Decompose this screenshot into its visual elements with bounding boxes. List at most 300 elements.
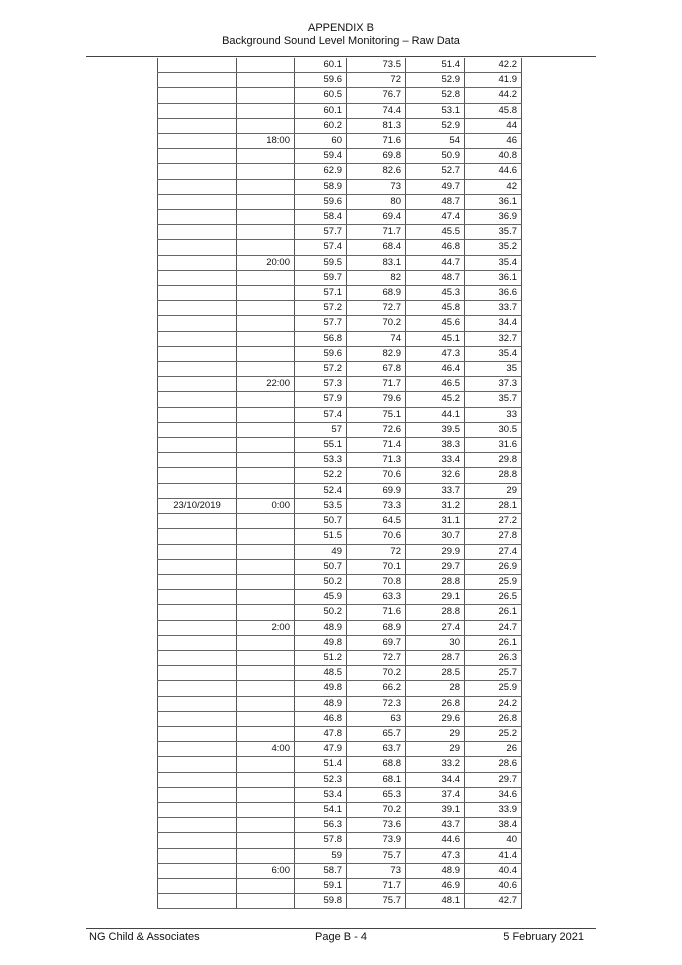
time-cell: 2:00	[237, 620, 295, 635]
time-cell	[237, 802, 295, 817]
value-cell: 51.2	[295, 650, 347, 665]
value-cell: 59.6	[295, 194, 347, 209]
value-cell: 65.7	[347, 726, 406, 741]
date-cell	[158, 681, 237, 696]
value-cell: 75.1	[347, 407, 406, 422]
table-row	[158, 331, 522, 346]
time-cell	[237, 453, 295, 468]
value-cell: 46.9	[406, 878, 465, 893]
table-row	[158, 346, 522, 361]
footer-company: NG Child & Associates	[89, 931, 200, 943]
table-row	[158, 878, 522, 893]
table-row	[158, 453, 522, 468]
table-row	[158, 255, 522, 270]
value-cell: 26.9	[465, 559, 522, 574]
table-row	[158, 483, 522, 498]
value-cell: 28.8	[465, 468, 522, 483]
value-cell: 73.6	[347, 818, 406, 833]
date-cell	[158, 742, 237, 757]
value-cell: 33	[465, 407, 522, 422]
value-cell: 48.7	[406, 194, 465, 209]
value-cell: 52.4	[295, 483, 347, 498]
value-cell: 66.2	[347, 681, 406, 696]
value-cell: 36.6	[465, 286, 522, 301]
value-cell: 54	[406, 134, 465, 149]
table-row	[158, 544, 522, 559]
time-cell	[237, 407, 295, 422]
time-cell	[237, 787, 295, 802]
value-cell: 71.7	[347, 878, 406, 893]
time-cell	[237, 666, 295, 681]
value-cell: 52.8	[406, 88, 465, 103]
date-cell	[158, 362, 237, 377]
value-cell: 35	[465, 362, 522, 377]
date-cell	[158, 559, 237, 574]
table-row	[158, 301, 522, 316]
time-cell	[237, 179, 295, 194]
date-cell	[158, 833, 237, 848]
value-cell: 63	[347, 711, 406, 726]
date-cell	[158, 392, 237, 407]
date-cell	[158, 726, 237, 741]
value-cell: 59.4	[295, 149, 347, 164]
value-cell: 57.2	[295, 301, 347, 316]
value-cell: 39.1	[406, 802, 465, 817]
value-cell: 59.5	[295, 255, 347, 270]
date-cell	[158, 58, 237, 73]
value-cell: 60	[295, 134, 347, 149]
date-cell	[158, 802, 237, 817]
value-cell: 70.1	[347, 559, 406, 574]
value-cell: 73	[347, 863, 406, 878]
value-cell: 58.9	[295, 179, 347, 194]
value-cell: 81.3	[347, 118, 406, 133]
value-cell: 44	[465, 118, 522, 133]
appendix-title: APPENDIX B	[307, 22, 375, 34]
date-cell	[158, 346, 237, 361]
value-cell: 30.5	[465, 422, 522, 437]
value-cell: 29	[465, 483, 522, 498]
date-cell	[158, 103, 237, 118]
value-cell: 31.6	[465, 438, 522, 453]
time-cell	[237, 346, 295, 361]
value-cell: 74	[347, 331, 406, 346]
date-cell	[158, 848, 237, 863]
table-row	[158, 894, 522, 909]
value-cell: 49	[295, 544, 347, 559]
value-cell: 57.7	[295, 225, 347, 240]
value-cell: 45.5	[406, 225, 465, 240]
table-row	[158, 407, 522, 422]
value-cell: 57.1	[295, 286, 347, 301]
value-cell: 73	[347, 179, 406, 194]
table-row	[158, 422, 522, 437]
table-row	[158, 240, 522, 255]
value-cell: 82	[347, 270, 406, 285]
value-cell: 52.9	[406, 118, 465, 133]
table-row	[158, 118, 522, 133]
table-row	[158, 225, 522, 240]
table-row	[158, 438, 522, 453]
date-cell	[158, 73, 237, 88]
value-cell: 47.9	[295, 742, 347, 757]
value-cell: 47.8	[295, 726, 347, 741]
table-row	[158, 164, 522, 179]
table-row	[158, 73, 522, 88]
value-cell: 71.6	[347, 605, 406, 620]
value-cell: 71.6	[347, 134, 406, 149]
date-cell	[158, 118, 237, 133]
value-cell: 35.4	[465, 255, 522, 270]
value-cell: 60.1	[295, 103, 347, 118]
header-divider	[86, 56, 596, 57]
value-cell: 32.6	[406, 468, 465, 483]
value-cell: 50.2	[295, 605, 347, 620]
date-cell	[158, 757, 237, 772]
value-cell: 79.6	[347, 392, 406, 407]
value-cell: 45.6	[406, 316, 465, 331]
time-cell: 6:00	[237, 863, 295, 878]
table-row	[158, 270, 522, 285]
value-cell: 70.2	[347, 802, 406, 817]
time-cell	[237, 726, 295, 741]
time-cell	[237, 210, 295, 225]
value-cell: 35.4	[465, 346, 522, 361]
date-cell	[158, 529, 237, 544]
value-cell: 73.5	[347, 58, 406, 73]
value-cell: 68.1	[347, 772, 406, 787]
table-row	[158, 681, 522, 696]
date-cell	[158, 514, 237, 529]
value-cell: 45.2	[406, 392, 465, 407]
time-cell	[237, 590, 295, 605]
table-row	[158, 194, 522, 209]
value-cell: 59.7	[295, 270, 347, 285]
value-cell: 57	[295, 422, 347, 437]
value-cell: 52.9	[406, 73, 465, 88]
time-cell	[237, 574, 295, 589]
table-row	[158, 833, 522, 848]
value-cell: 25.2	[465, 726, 522, 741]
time-cell	[237, 529, 295, 544]
table-row	[158, 590, 522, 605]
date-cell	[158, 407, 237, 422]
value-cell: 33.7	[406, 483, 465, 498]
value-cell: 29.7	[465, 772, 522, 787]
value-cell: 29.6	[406, 711, 465, 726]
value-cell: 59	[295, 848, 347, 863]
value-cell: 45.9	[295, 590, 347, 605]
time-cell: 4:00	[237, 742, 295, 757]
value-cell: 53.4	[295, 787, 347, 802]
value-cell: 28.8	[406, 574, 465, 589]
date-cell	[158, 878, 237, 893]
time-cell	[237, 58, 295, 73]
value-cell: 36.1	[465, 194, 522, 209]
value-cell: 34.6	[465, 787, 522, 802]
value-cell: 68.9	[347, 620, 406, 635]
time-cell	[237, 514, 295, 529]
value-cell: 71.3	[347, 453, 406, 468]
value-cell: 58.7	[295, 863, 347, 878]
value-cell: 29.7	[406, 559, 465, 574]
value-cell: 62.9	[295, 164, 347, 179]
table-row	[158, 58, 522, 73]
value-cell: 44.1	[406, 407, 465, 422]
time-cell	[237, 392, 295, 407]
table-row	[158, 620, 522, 635]
time-cell	[237, 225, 295, 240]
value-cell: 44.2	[465, 88, 522, 103]
value-cell: 54.1	[295, 802, 347, 817]
value-cell: 24.2	[465, 696, 522, 711]
date-cell	[158, 422, 237, 437]
date-cell	[158, 711, 237, 726]
value-cell: 35.7	[465, 392, 522, 407]
value-cell: 25.9	[465, 574, 522, 589]
value-cell: 44.6	[465, 164, 522, 179]
table-row	[158, 514, 522, 529]
time-cell	[237, 438, 295, 453]
value-cell: 60.5	[295, 88, 347, 103]
raw-data-table	[157, 58, 522, 909]
time-cell	[237, 362, 295, 377]
table-row	[158, 498, 522, 513]
value-cell: 70.6	[347, 468, 406, 483]
value-cell: 57.8	[295, 833, 347, 848]
value-cell: 57.2	[295, 362, 347, 377]
value-cell: 50.7	[295, 514, 347, 529]
value-cell: 52.2	[295, 468, 347, 483]
value-cell: 32.7	[465, 331, 522, 346]
value-cell: 80	[347, 194, 406, 209]
value-cell: 35.7	[465, 225, 522, 240]
date-cell	[158, 331, 237, 346]
date-cell	[158, 286, 237, 301]
date-cell	[158, 696, 237, 711]
value-cell: 69.8	[347, 149, 406, 164]
value-cell: 24.7	[465, 620, 522, 635]
table-row	[158, 711, 522, 726]
value-cell: 33.2	[406, 757, 465, 772]
date-cell	[158, 863, 237, 878]
value-cell: 59.6	[295, 73, 347, 88]
value-cell: 47.3	[406, 346, 465, 361]
value-cell: 71.7	[347, 377, 406, 392]
value-cell: 56.8	[295, 331, 347, 346]
time-cell	[237, 468, 295, 483]
value-cell: 31.2	[406, 498, 465, 513]
time-cell	[237, 422, 295, 437]
value-cell: 36.9	[465, 210, 522, 225]
value-cell: 57.3	[295, 377, 347, 392]
value-cell: 28.8	[406, 605, 465, 620]
value-cell: 45.8	[406, 301, 465, 316]
raw-data-body	[158, 58, 522, 909]
value-cell: 72	[347, 73, 406, 88]
value-cell: 27.2	[465, 514, 522, 529]
value-cell: 45.3	[406, 286, 465, 301]
value-cell: 70.2	[347, 316, 406, 331]
table-row	[158, 134, 522, 149]
table-row	[158, 605, 522, 620]
value-cell: 27.8	[465, 529, 522, 544]
value-cell: 53.3	[295, 453, 347, 468]
date-cell	[158, 574, 237, 589]
date-cell	[158, 377, 237, 392]
value-cell: 50.7	[295, 559, 347, 574]
value-cell: 40.6	[465, 878, 522, 893]
table-row	[158, 362, 522, 377]
time-cell	[237, 286, 295, 301]
value-cell: 70.2	[347, 666, 406, 681]
value-cell: 67.8	[347, 362, 406, 377]
value-cell: 33.4	[406, 453, 465, 468]
time-cell	[237, 316, 295, 331]
value-cell: 38.4	[465, 818, 522, 833]
date-cell	[158, 316, 237, 331]
table-row	[158, 742, 522, 757]
table-row	[158, 666, 522, 681]
time-cell	[237, 194, 295, 209]
value-cell: 49.7	[406, 179, 465, 194]
value-cell: 52.3	[295, 772, 347, 787]
date-cell	[158, 240, 237, 255]
value-cell: 45.1	[406, 331, 465, 346]
date-cell	[158, 210, 237, 225]
value-cell: 44.6	[406, 833, 465, 848]
value-cell: 72.7	[347, 650, 406, 665]
time-cell: 20:00	[237, 255, 295, 270]
page-header	[0, 22, 682, 48]
time-cell	[237, 635, 295, 650]
value-cell: 43.7	[406, 818, 465, 833]
value-cell: 29	[406, 726, 465, 741]
value-cell: 38.3	[406, 438, 465, 453]
footer-date: 5 February 2021	[503, 931, 584, 943]
value-cell: 59.6	[295, 346, 347, 361]
time-cell	[237, 88, 295, 103]
value-cell: 28.6	[465, 757, 522, 772]
value-cell: 72.6	[347, 422, 406, 437]
table-row	[158, 802, 522, 817]
table-row	[158, 559, 522, 574]
value-cell: 58.4	[295, 210, 347, 225]
value-cell: 69.7	[347, 635, 406, 650]
time-cell: 18:00	[237, 134, 295, 149]
time-cell	[237, 681, 295, 696]
value-cell: 28.7	[406, 650, 465, 665]
value-cell: 48.9	[295, 696, 347, 711]
table-row	[158, 863, 522, 878]
value-cell: 69.4	[347, 210, 406, 225]
time-cell	[237, 270, 295, 285]
time-cell: 22:00	[237, 377, 295, 392]
value-cell: 29.9	[406, 544, 465, 559]
value-cell: 34.4	[406, 772, 465, 787]
value-cell: 48.7	[406, 270, 465, 285]
value-cell: 70.8	[347, 574, 406, 589]
value-cell: 31.1	[406, 514, 465, 529]
time-cell	[237, 118, 295, 133]
appendix-subtitle: Background Sound Level Monitoring – Raw Data	[222, 35, 460, 47]
date-cell: 23/10/2019	[158, 498, 237, 513]
value-cell: 72.7	[347, 301, 406, 316]
table-row	[158, 179, 522, 194]
value-cell: 70.6	[347, 529, 406, 544]
table-row	[158, 818, 522, 833]
value-cell: 60.2	[295, 118, 347, 133]
time-cell	[237, 848, 295, 863]
value-cell: 27.4	[406, 620, 465, 635]
value-cell: 26.8	[406, 696, 465, 711]
value-cell: 46.8	[406, 240, 465, 255]
value-cell: 48.1	[406, 894, 465, 909]
value-cell: 33.9	[465, 802, 522, 817]
table-row	[158, 529, 522, 544]
table-row	[158, 468, 522, 483]
value-cell: 71.4	[347, 438, 406, 453]
value-cell: 30.7	[406, 529, 465, 544]
table-row	[158, 772, 522, 787]
value-cell: 46.4	[406, 362, 465, 377]
table-row	[158, 635, 522, 650]
time-cell	[237, 103, 295, 118]
value-cell: 57.7	[295, 316, 347, 331]
value-cell: 40	[465, 833, 522, 848]
time-cell	[237, 331, 295, 346]
time-cell	[237, 483, 295, 498]
date-cell	[158, 772, 237, 787]
date-cell	[158, 605, 237, 620]
table-row	[158, 377, 522, 392]
value-cell: 42.7	[465, 894, 522, 909]
value-cell: 48.9	[295, 620, 347, 635]
time-cell	[237, 559, 295, 574]
value-cell: 40.8	[465, 149, 522, 164]
value-cell: 37.4	[406, 787, 465, 802]
date-cell	[158, 438, 237, 453]
value-cell: 74.4	[347, 103, 406, 118]
value-cell: 51.4	[406, 58, 465, 73]
value-cell: 34.4	[465, 316, 522, 331]
value-cell: 35.2	[465, 240, 522, 255]
value-cell: 51.5	[295, 529, 347, 544]
value-cell: 65.3	[347, 787, 406, 802]
value-cell: 48.5	[295, 666, 347, 681]
table-row	[158, 103, 522, 118]
table-row	[158, 210, 522, 225]
date-cell	[158, 468, 237, 483]
value-cell: 37.3	[465, 377, 522, 392]
date-cell	[158, 88, 237, 103]
date-cell	[158, 270, 237, 285]
time-cell	[237, 301, 295, 316]
time-cell	[237, 696, 295, 711]
time-cell: 0:00	[237, 498, 295, 513]
value-cell: 59.1	[295, 878, 347, 893]
time-cell	[237, 757, 295, 772]
time-cell	[237, 772, 295, 787]
value-cell: 30	[406, 635, 465, 650]
value-cell: 45.8	[465, 103, 522, 118]
value-cell: 44.7	[406, 255, 465, 270]
value-cell: 63.7	[347, 742, 406, 757]
table-row	[158, 392, 522, 407]
value-cell: 42.2	[465, 58, 522, 73]
date-cell	[158, 301, 237, 316]
value-cell: 25.7	[465, 666, 522, 681]
